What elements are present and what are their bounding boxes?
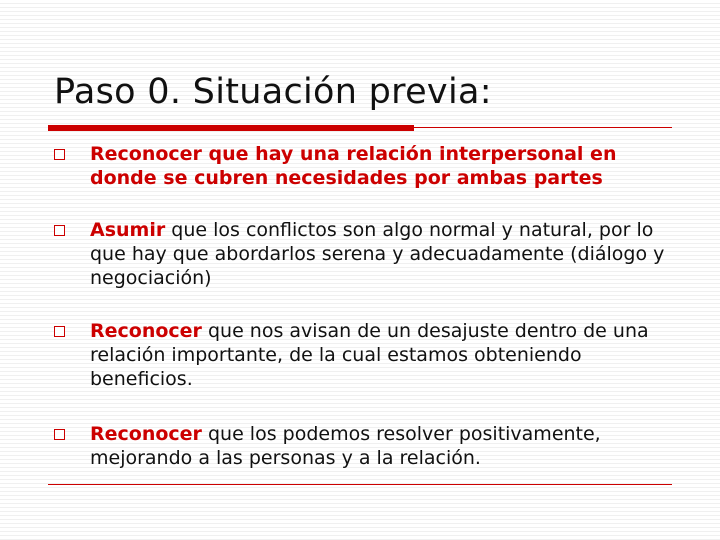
title-underline-thin <box>414 127 672 128</box>
list-item <box>90 142 680 190</box>
bullet-square-icon <box>54 149 65 160</box>
item-text: que nos avisan de un desajuste dentro de una relación importante, de la cual estamos obteniendo beneficios. <box>90 320 649 390</box>
bullet-square-icon <box>54 225 65 236</box>
bullet-square-icon <box>54 326 65 337</box>
item-emphasis: Asumir <box>90 219 166 241</box>
list-item <box>90 422 680 470</box>
bottom-divider <box>48 484 672 485</box>
list-item <box>90 218 680 290</box>
item-emphasis: Reconocer que hay una relación interpersonal en donde se cubren necesidades por ambas partes <box>90 143 617 189</box>
item-text: que los conflictos son algo normal y natural, por lo que hay que abordarlos serena y adecuadamente (diálogo y negociación) <box>90 219 665 289</box>
item-emphasis: Reconocer <box>90 320 202 342</box>
slide-title: Paso 0. Situación previa: <box>54 72 492 112</box>
item-text: que los podemos resolver positivamente, mejorando a las personas y a la relación. <box>90 423 601 469</box>
title-underline-thick <box>48 125 414 131</box>
list-item <box>90 319 680 391</box>
item-emphasis: Reconocer <box>90 423 202 445</box>
bullet-square-icon <box>54 429 65 440</box>
